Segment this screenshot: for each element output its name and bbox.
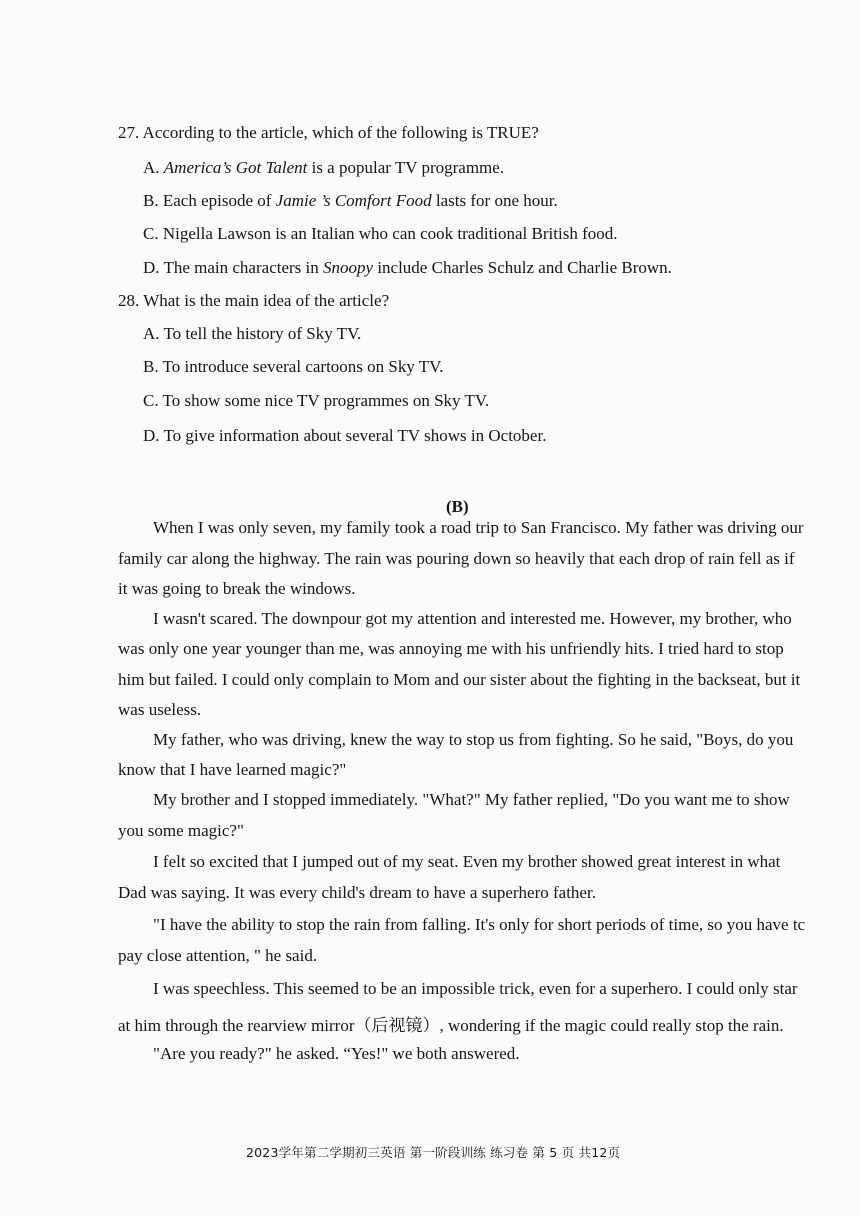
passage-line: When I was only seven, my family took a road trip to San Francisco. My father was driving our (153, 518, 804, 537)
passage-line: was useless. (118, 700, 202, 719)
question-28-stem: 28. What is the main idea of the article? (118, 291, 390, 310)
page-footer: 2023学年第二学期初三英语 第一阶段训练 练习卷 第 5 页 共12页 (246, 1145, 621, 1160)
question-28-option-c: C. To show some nice TV programmes on Sky TV. (143, 391, 490, 410)
passage-line: know that I have learned magic?" (118, 760, 347, 779)
question-27-stem: 27. According to the article, which of the following is TRUE? (118, 123, 539, 142)
passage-line: pay close attention, " he said. (118, 946, 318, 965)
passage-line: family car along the highway. The rain was pouring down so heavily that each drop of rain fell as if (118, 549, 795, 568)
passage-line: was only one year younger than me, was annoying me with his unfriendly hits. I tried hard to stop (118, 639, 784, 658)
question-28-option-b: B. To introduce several cartoons on Sky TV. (143, 357, 444, 376)
passage-line: it was going to break the windows. (118, 579, 356, 598)
passage-line: him but failed. I could only complain to Mom and our sister about the fighting in the backseat, but it (118, 670, 801, 689)
passage-line: I wasn't scared. The downpour got my attention and interested me. However, my brother, who (153, 609, 792, 628)
question-27-option-b: B. Each episode of Jamie ’s Comfort Food lasts for one hour. (143, 191, 558, 210)
question-28-option-a: A. To tell the history of Sky TV. (143, 324, 362, 343)
section-b-title: (B) (446, 497, 469, 516)
passage-line: you some magic?" (118, 821, 244, 840)
passage-line: Dad was saying. It was every child's dream to have a superhero father. (118, 883, 596, 902)
question-27-option-a: A. America’s Got Talent is a popular TV programme. (143, 158, 505, 177)
passage-line: I was speechless. This seemed to be an impossible trick, even for a superhero. I could only star (153, 979, 798, 998)
passage-line: at him through the rearview mirror（后视镜）, wondering if the magic could really stop the rain. (118, 1016, 784, 1035)
passage-line: My father, who was driving, knew the way to stop us from fighting. So he said, "Boys, do you (153, 730, 794, 749)
question-27-option-d: D. The main characters in Snoopy include Charles Schulz and Charlie Brown. (143, 258, 672, 277)
passage-line: "I have the ability to stop the rain from falling. It's only for short periods of time, so you have tc (153, 915, 806, 934)
passage-line: I felt so excited that I jumped out of my seat. Even my brother showed great interest in what (153, 852, 781, 871)
question-27-option-c: C. Nigella Lawson is an Italian who can cook traditional British food. (143, 224, 618, 243)
passage-line: "Are you ready?" he asked. “Yes!" we both answered. (153, 1044, 520, 1063)
passage-line: My brother and I stopped immediately. "What?" My father replied, "Do you want me to show (153, 790, 790, 809)
question-28-option-d: D. To give information about several TV shows in October. (143, 426, 547, 445)
